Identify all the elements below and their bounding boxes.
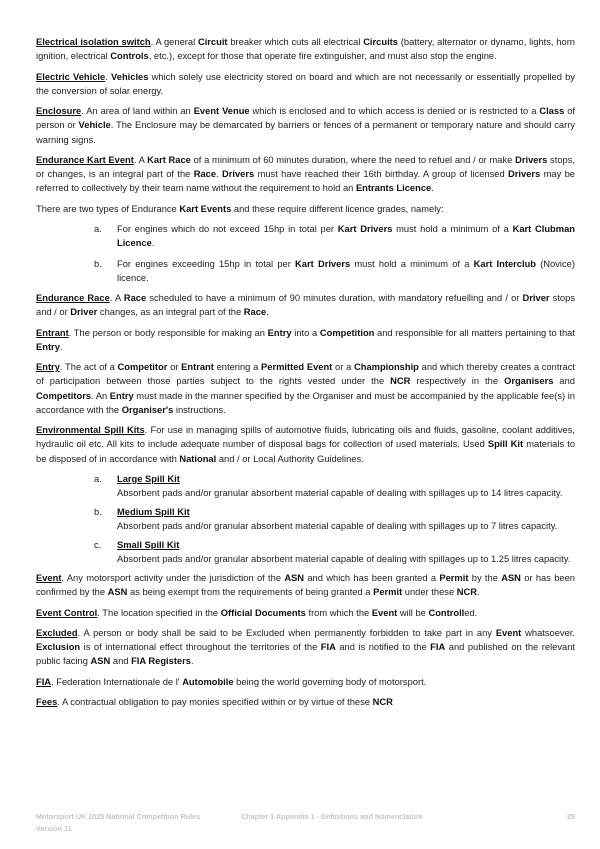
definition-term: Event — [36, 572, 62, 583]
defined-term-reference: Driver — [70, 307, 98, 318]
defined-term-reference: ASN — [501, 572, 521, 583]
text-run: . — [151, 238, 155, 249]
text-run: must have reached their 16th birthday. A group of licensed — [254, 169, 509, 180]
text-run: . — [105, 71, 112, 82]
text-run: whatsoever. — [521, 627, 575, 638]
text-run: of person or — [36, 106, 575, 131]
text-run: (Novice) licence. — [117, 258, 575, 283]
definition-paragraph — [36, 626, 575, 669]
text-run: . A — [133, 154, 148, 165]
text-run: from which the — [305, 607, 372, 618]
list-label: b. — [94, 258, 102, 269]
text-run: stops, or changes, is an integral part of the — [36, 154, 575, 180]
defined-term-reference: Event Venue — [193, 106, 250, 117]
text-run: and responsible for all matters pertaining to that — [374, 327, 575, 338]
defined-term-reference: FIA — [320, 642, 336, 653]
defined-term-reference: Controll — [428, 607, 465, 618]
text-run: . Federation Internationale de l' — [51, 676, 183, 687]
defined-term-reference: Controls — [110, 51, 149, 62]
text-run: changes, as an integral part of the — [97, 307, 244, 318]
defined-term-reference: Permitted Event — [261, 362, 333, 373]
text-run: . — [216, 169, 222, 180]
list-label: a. — [94, 473, 102, 484]
defined-term-reference: Kart Race — [147, 154, 191, 165]
text-run: stops and / or — [36, 292, 575, 318]
text-run: as being exempt from the requirements of being granted a — [127, 587, 374, 598]
defined-term-reference: Official Documents — [220, 607, 306, 618]
text-run: being the world governing body of motorsport. — [233, 676, 427, 687]
defined-term-reference: ASN — [90, 656, 111, 667]
defined-term-reference: NCR — [372, 697, 393, 708]
text-run: or — [167, 362, 182, 373]
text-run: may be referred to collectively by their team name without the requirement to hold an — [36, 169, 575, 194]
text-run: . A — [109, 292, 124, 303]
text-run: materials to be disposed of in accordance with — [36, 439, 576, 464]
text-run: There are two types of Endurance — [36, 203, 180, 214]
document-body — [36, 35, 575, 716]
defined-term-reference: Organisers — [504, 376, 554, 387]
defined-term-reference: Entry — [109, 390, 134, 401]
spill-kit-item — [36, 538, 575, 566]
text-run: and which has been granted a — [304, 572, 440, 583]
definition-paragraph — [36, 153, 575, 196]
definition-paragraph — [36, 70, 575, 98]
text-run: and published on the relevant public facing — [36, 642, 576, 667]
text-run: and which thereby creates a contract of participation between those parties subject to the rights vested under the — [36, 362, 575, 387]
defined-term-reference: FIA Registers — [131, 656, 191, 667]
defined-term-reference: NCR — [390, 376, 411, 387]
definition-paragraph — [36, 571, 575, 599]
defined-term-reference: Drivers — [515, 154, 548, 165]
defined-term-reference: Circuits — [363, 37, 398, 47]
defined-term-reference: Race — [243, 307, 267, 318]
defined-term-reference: Vehicle — [78, 120, 111, 131]
text-run: . For use in managing spills of automotive fluids, lubricating oils and fluids, gasoline, coolant additives, hydraulic oil etc. All kits to include adequate number of disposal bags for collection of used materials. Used — [36, 425, 575, 450]
text-run: or a — [332, 362, 354, 373]
spill-kit-item — [36, 505, 575, 533]
spill-kit-item — [36, 472, 575, 500]
defined-term-reference: Event — [371, 607, 398, 618]
spill-kit-title: Medium Spill Kit — [117, 506, 190, 517]
text-run: , etc.), except for those that operate fire extinguisher, and must also stop the engine. — [148, 51, 497, 62]
defined-term-reference: Event — [495, 627, 522, 638]
text-run: which is enclosed and to which access is denied or is restricted to a — [249, 106, 540, 117]
defined-term-reference: Class — [539, 106, 565, 117]
text-run: under these — [402, 587, 457, 598]
text-run: or has been confirmed by the — [36, 572, 575, 598]
defined-term-reference: Competition — [319, 327, 375, 338]
text-run: of a minimum of 60 minutes duration, where the need to refuel and / or make — [190, 154, 516, 165]
definition-term: FIA — [36, 676, 52, 687]
text-run: . The act of a — [59, 362, 118, 373]
footer-doc-title: Motorsport UK 2025 National Competition Rules — [36, 812, 201, 821]
defined-term-reference: Automobile — [182, 676, 234, 687]
list-item — [36, 257, 575, 285]
spill-kit-description: Absorbent pads and/or granular absorbent material capable of dealing with spillages up to 14 litres capacity. — [117, 488, 563, 499]
defined-term-reference: Permit — [373, 587, 403, 598]
text-run: . — [190, 656, 194, 667]
text-run: into a — [291, 327, 320, 338]
definition-paragraph — [36, 35, 575, 63]
definition-term: Electric Vehicle — [36, 71, 106, 82]
definition-term: Endurance Race — [36, 292, 110, 303]
definition-term: Event Control — [36, 607, 98, 618]
text-run: must hold a minimum of a — [392, 224, 513, 235]
footer-version: Version 11 — [36, 823, 72, 833]
defined-term-reference: Kart Drivers — [295, 258, 351, 269]
defined-term-reference: Competitor — [117, 362, 168, 373]
definition-paragraph — [36, 291, 575, 319]
defined-term-reference: Driver — [522, 292, 550, 303]
spill-kit-description: Absorbent pads and/or granular absorbent material capable of dealing with spillages up to 7 litres capacity. — [117, 521, 558, 532]
definition-paragraph — [36, 675, 575, 689]
defined-term-reference: ASN — [107, 587, 128, 598]
definition-term: Electrical isolation switch — [36, 37, 151, 47]
text-run: and — [110, 656, 132, 667]
list-item — [36, 222, 575, 250]
defined-term-reference: Kart Events — [179, 203, 232, 214]
text-run: is of international effect throughout the territories of the — [80, 642, 321, 653]
defined-term-reference: Race — [123, 292, 147, 303]
definition-term: Environmental Spill Kits — [36, 425, 145, 436]
definition-term: Entrant — [36, 327, 69, 338]
text-run: must made in the manner specified by the Organiser and must be accompanied by the applicable fee(s) in accordance with the — [36, 390, 575, 415]
definition-paragraph — [36, 695, 575, 709]
text-run: . The location specified in the — [97, 607, 221, 618]
text-run: . — [476, 587, 480, 598]
defined-term-reference: Kart Interclub — [473, 258, 536, 269]
text-run: breaker which cuts all electrical — [227, 37, 364, 47]
definition-paragraph — [36, 326, 575, 354]
text-run: . An area of land within an — [81, 106, 194, 117]
defined-term-reference: National — [179, 453, 217, 464]
footer-chapter: Chapter 1 Appendix 1 - Definitions and Nomenclature — [241, 812, 423, 821]
text-run: . A contractual obligation to pay monies specified within or by virtue of these — [57, 697, 373, 708]
text-run: . — [266, 307, 269, 318]
text-run: . An — [91, 390, 110, 401]
definition-term: Excluded — [36, 627, 78, 638]
spill-kit-title: Small Spill Kit — [117, 539, 180, 550]
defined-term-reference: Entrant — [181, 362, 214, 373]
text-run: by the — [468, 572, 502, 583]
definition-paragraph — [36, 202, 575, 216]
defined-term-reference: Circuit — [197, 37, 228, 47]
list-label: a. — [94, 224, 102, 235]
text-run: and these require different licence grades, namely: — [231, 203, 444, 214]
text-run: instructions. — [173, 404, 226, 415]
text-run: and — [553, 376, 576, 387]
text-run: . Any motorsport activity under the jurisdiction of the — [61, 572, 285, 583]
text-run: ed. — [464, 607, 478, 618]
spill-kit-title: Large Spill Kit — [117, 473, 180, 484]
text-run: scheduled to have a minimum of 90 minutes duration, with mandatory refuelling and / or — [146, 292, 523, 303]
text-run: For engines which do not exceed 15hp in total per — [117, 224, 338, 235]
list-label: b. — [94, 506, 102, 517]
text-run: will be — [397, 607, 429, 618]
defined-term-reference: Entry — [267, 327, 292, 338]
text-run: (battery, alternator or dynamo, lights, horn ignition, electrical — [36, 37, 575, 62]
text-run: . The person or body responsible for making an — [68, 327, 268, 338]
list-label: c. — [94, 539, 102, 550]
defined-term-reference: ASN — [284, 572, 305, 583]
text-run: For engines exceeding 15hp in total per — [117, 258, 296, 269]
text-run: and / or Local Authority Guidelines. — [216, 453, 364, 464]
defined-term-reference: NCR — [456, 587, 477, 598]
text-run: which solely use electricity stored on board and which are not necessarily or essentially propelled by the conversion of solar energy. — [36, 71, 575, 96]
text-run: . — [431, 183, 434, 194]
definition-term: Entry — [36, 362, 60, 373]
defined-term-reference: Exclusion — [36, 642, 81, 653]
defined-term-reference: Organiser's — [121, 404, 174, 415]
defined-term-reference: Vehicles — [111, 71, 149, 82]
definition-paragraph — [36, 104, 575, 147]
definition-paragraph — [36, 423, 575, 466]
definition-term: Fees — [36, 697, 58, 708]
footer-page-number: 25 — [567, 812, 575, 821]
defined-term-reference: FIA — [430, 642, 446, 653]
defined-term-reference: Drivers — [222, 169, 255, 180]
defined-term-reference: Championship — [354, 362, 419, 373]
text-run: must hold a minimum of a — [350, 258, 474, 269]
defined-term-reference: Race — [193, 169, 217, 180]
text-run: respectively in the — [410, 376, 505, 387]
spill-kit-description: Absorbent pads and/or granular absorbent material capable of dealing with spillages up to 1.25 litres capacity. — [117, 554, 571, 565]
definition-term: Enclosure — [36, 106, 82, 117]
text-run: entering a — [213, 362, 262, 373]
defined-term-reference: Kart Drivers — [337, 224, 393, 235]
defined-term-reference: Entry — [36, 341, 60, 352]
defined-term-reference: Kart Clubman Licence — [117, 224, 575, 249]
definition-paragraph — [36, 606, 575, 620]
definition-term: Endurance Kart Event — [36, 154, 134, 165]
defined-term-reference: Spill Kit — [487, 439, 524, 450]
text-run: . A person or body shall be said to be Excluded when permanently forbidden to take part in any — [77, 627, 496, 638]
defined-term-reference: Drivers — [508, 169, 541, 180]
text-run: and is notified to the — [335, 642, 431, 653]
defined-term-reference: Competitors — [36, 390, 92, 401]
definition-paragraph — [36, 360, 575, 417]
text-run: . The Enclosure may be demarcated by barriers or fences of a permanent or temporary nature and should carry warning signs. — [36, 120, 575, 145]
text-run: . A general — [150, 37, 198, 47]
defined-term-reference: Permit — [439, 572, 469, 583]
text-run: . — [59, 341, 63, 352]
defined-term-reference: Entrants Licence — [355, 183, 432, 194]
